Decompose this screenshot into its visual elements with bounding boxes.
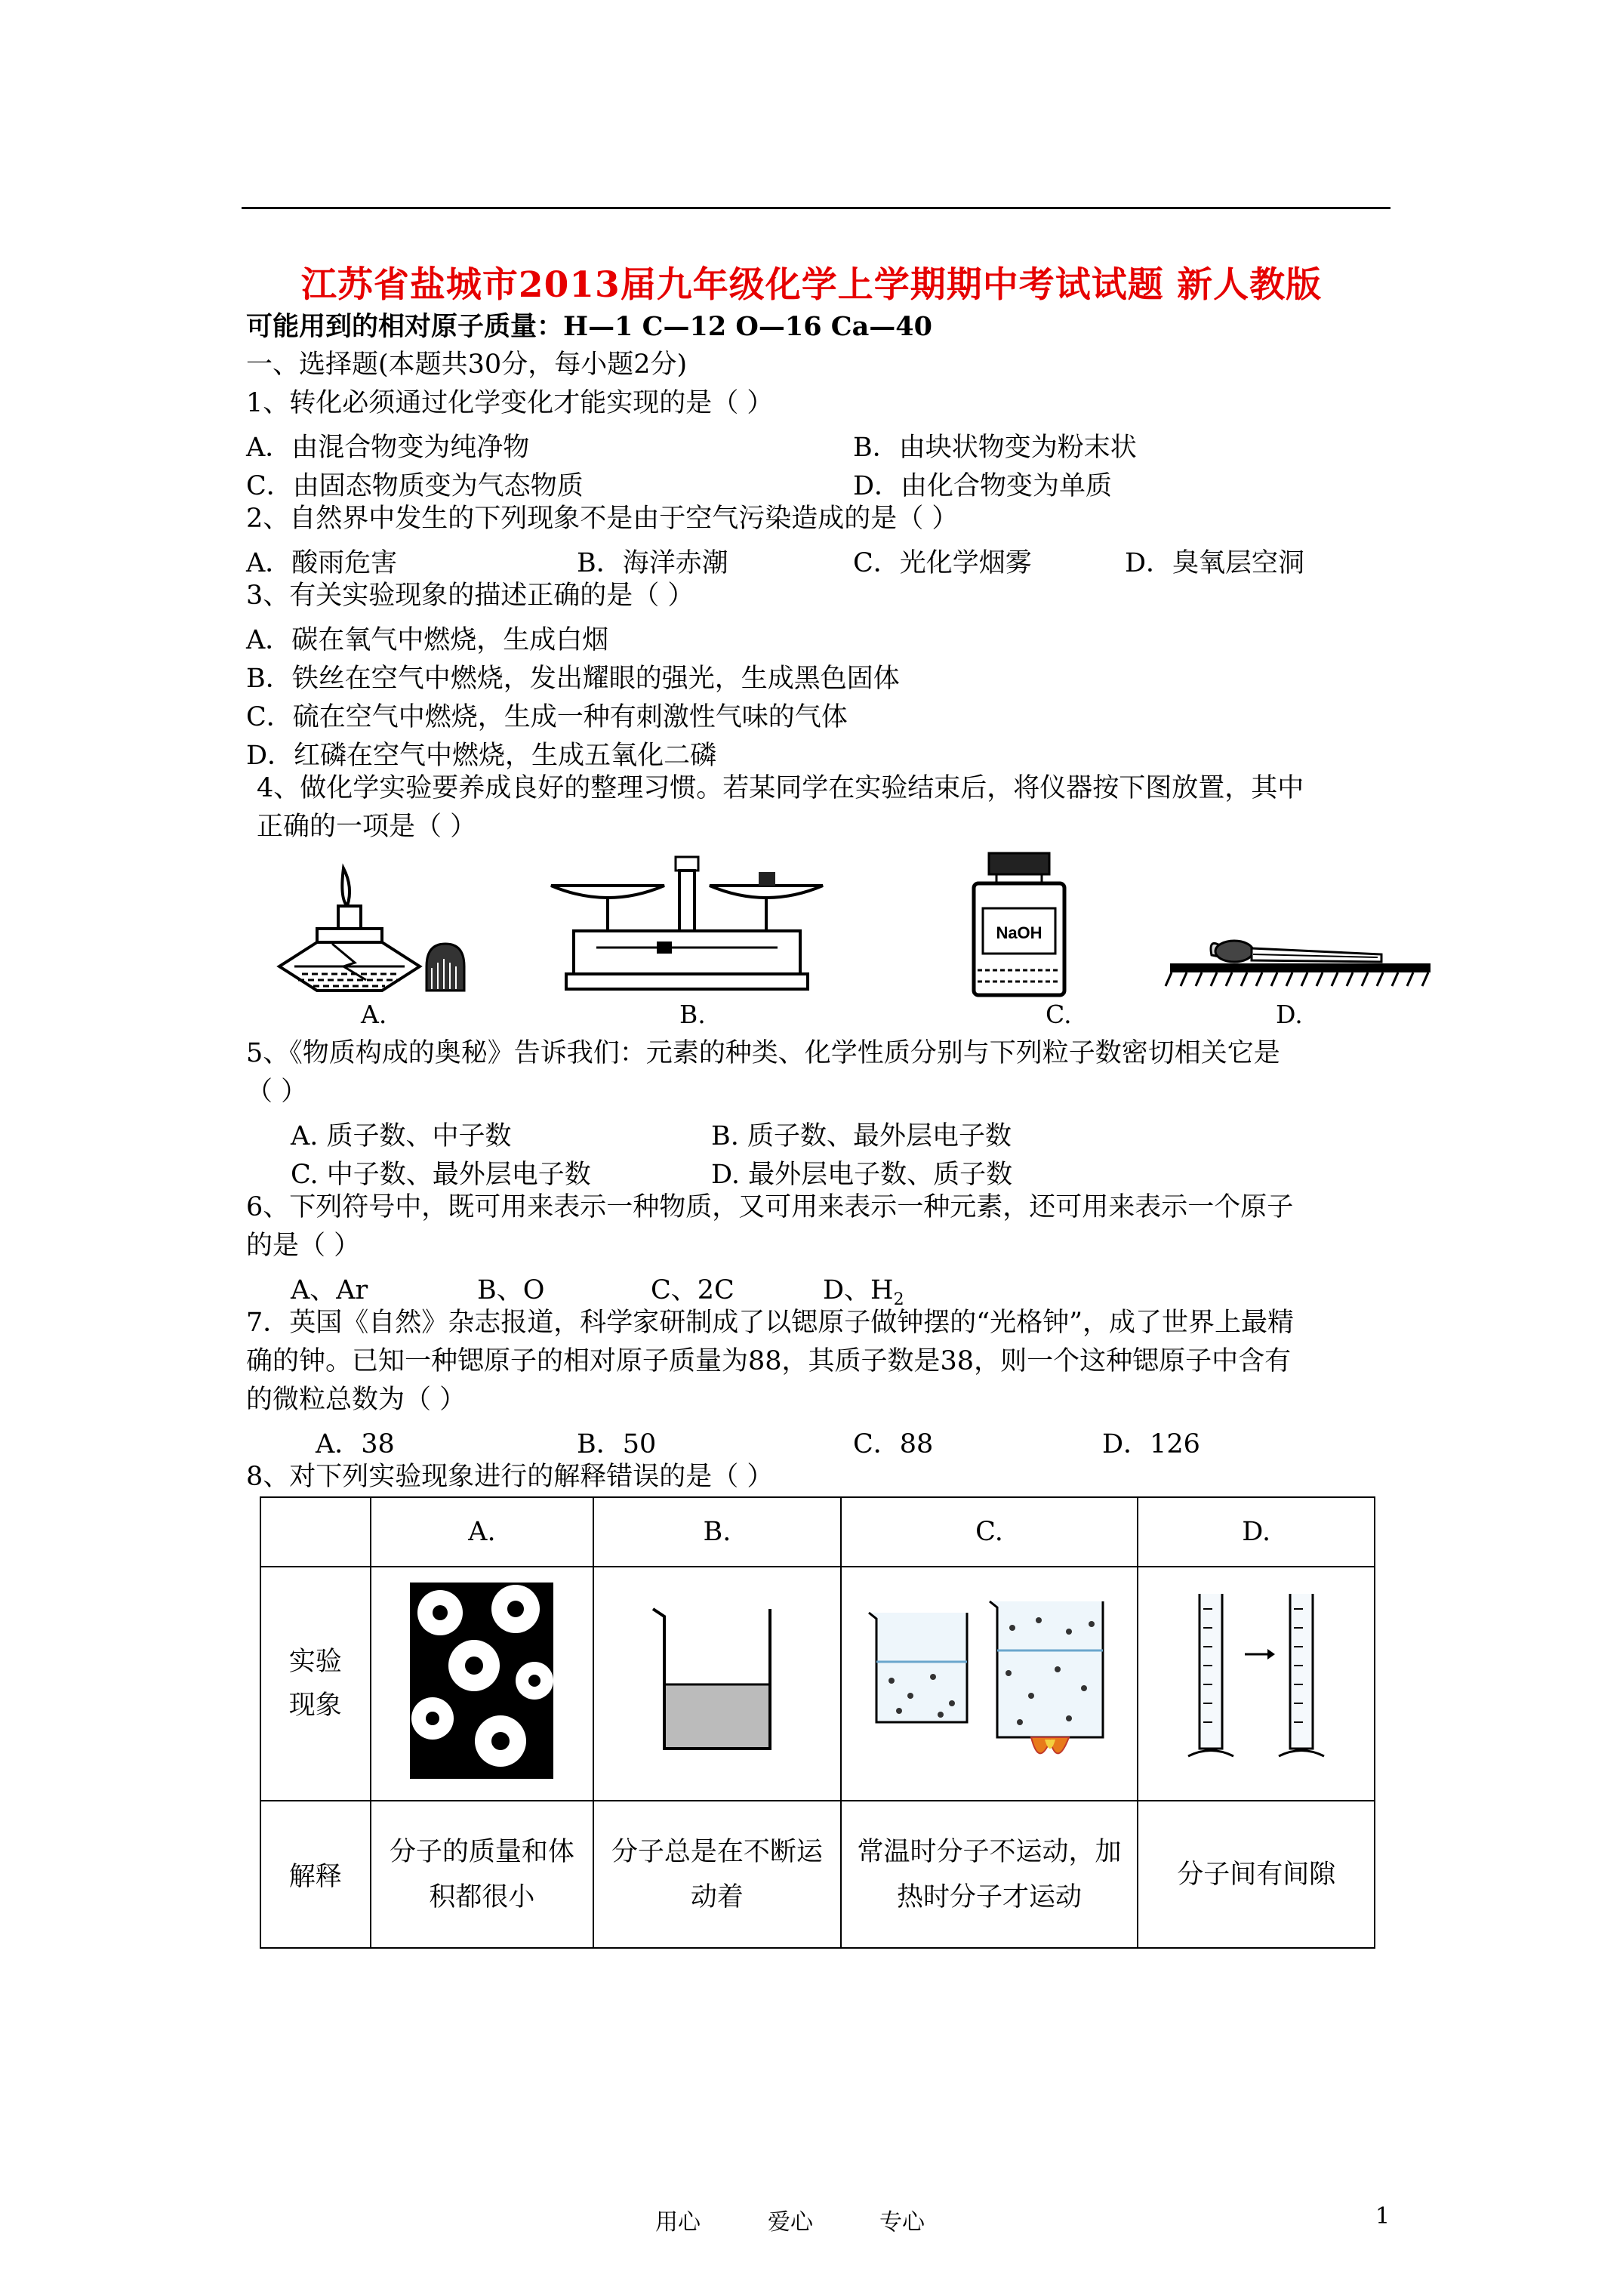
q4-label-c: C. xyxy=(1046,1000,1072,1029)
q5-option-d: D. 最外层电子数、质子数 xyxy=(711,1160,1013,1190)
atomic-mass-line: 可能用到的相对原子质量：H—1 C—12 O—16 Ca—40 xyxy=(246,311,932,342)
q1-stem: 1、转化必须通过化学变化才能实现的是（ ） xyxy=(246,388,774,418)
q8-image-a-cell xyxy=(371,1567,594,1801)
q8-image-b-cell xyxy=(593,1567,840,1801)
q3-stem: 3、有关实验现象的描述正确的是（ ） xyxy=(246,581,694,611)
q8-header-empty xyxy=(260,1497,371,1567)
q8-phenomenon-label-2: 现象 xyxy=(288,1690,342,1721)
q5-stem-line1: 5、《物质构成的奥秘》告诉我们：元素的种类、化学性质分别与下列粒子数密切相关它是 xyxy=(246,1038,1280,1068)
beaker-image xyxy=(649,1605,785,1756)
q7-stem-line2: 确的钟。已知一种锶原子的相对原子质量为88，其质子数是38，则一个这种锶原子中含有 xyxy=(246,1346,1292,1376)
q2-option-b: B．海洋赤潮 xyxy=(577,548,728,578)
q7-option-d: D．126 xyxy=(1102,1429,1200,1459)
q6-option-b: B、O xyxy=(477,1275,545,1305)
page-title: 江苏省盐城市2013届九年级化学上学期期中考试试题 新人教版 xyxy=(300,264,1323,306)
q4-stem-line1: 4、做化学实验要养成良好的整理习惯。若某同学在实验结束后，将仪器按下图放置，其中 xyxy=(257,773,1304,803)
q4-stem-line2: 正确的一项是（ ） xyxy=(257,812,477,842)
alcohol-lamp-figure xyxy=(272,853,468,997)
q3-option-d: D．红磷在空气中燃烧，生成五氧化二磷 xyxy=(246,741,717,771)
q8-header-c: C. xyxy=(841,1497,1138,1567)
q8-explanation-b: 分子总是在不断运动着 xyxy=(593,1801,840,1948)
heated-beakers-image xyxy=(865,1590,1114,1771)
q8-header-d: D. xyxy=(1138,1497,1375,1567)
q1-option-b: B．由块状物变为粉末状 xyxy=(853,433,1137,463)
naoh-label: NaOH xyxy=(996,923,1042,942)
q6-option-c: C、2C xyxy=(651,1275,735,1305)
q5-option-b: B. 质子数、最外层电子数 xyxy=(711,1121,1012,1151)
q5-option-c: C. 中子数、最外层电子数 xyxy=(291,1160,591,1190)
q8-stem: 8、对下列实验现象进行的解释错误的是（ ） xyxy=(246,1462,774,1492)
q6-option-d-main: D、H xyxy=(823,1275,894,1305)
q3-option-a: A．碳在氧气中燃烧，生成白烟 xyxy=(246,625,609,655)
q7-stem-line1: 7．英国《自然》杂志报道，科学家研制成了以锶原子做钟摆的“光格钟”，成了世界上最精 xyxy=(246,1308,1295,1338)
q2-option-c: C．光化学烟雾 xyxy=(853,548,1032,578)
q8-header-b: B. xyxy=(593,1497,840,1567)
q8-phenomenon-row xyxy=(260,1567,1375,1801)
q6-option-d-subscript: 2 xyxy=(893,1290,904,1309)
q8-explanation-row xyxy=(260,1801,1375,1948)
q5-stem-line2: （ ） xyxy=(246,1077,308,1107)
q8-explanation-a: 分子的质量和体积都很小 xyxy=(371,1801,594,1948)
q1-option-d: D．由化合物变为单质 xyxy=(853,471,1113,501)
naoh-bottle-figure xyxy=(966,849,1072,1000)
dropper-on-table-figure xyxy=(1163,921,1434,989)
q2-option-a: A．酸雨危害 xyxy=(246,548,398,578)
q3-option-c: C．硫在空气中燃烧，生成一种有刺激性气味的气体 xyxy=(246,702,848,732)
q2-option-d: D．臭氧层空洞 xyxy=(1125,548,1305,578)
footer-motto-3: 专心 xyxy=(879,2209,925,2236)
header-rule xyxy=(242,207,1390,209)
q7-option-c: C．88 xyxy=(853,1429,934,1459)
q8-phenomenon-label xyxy=(260,1567,371,1801)
q7-stem-line3: 的微粒总数为（ ） xyxy=(246,1385,467,1415)
balance-figure xyxy=(544,849,830,997)
q1-option-a: A．由混合物变为纯净物 xyxy=(246,433,530,463)
graduated-cylinders-image xyxy=(1181,1586,1332,1775)
q8-header-a: A. xyxy=(371,1497,594,1567)
q8-explanation-label: 解释 xyxy=(260,1801,371,1948)
q6-stem-line2: 的是（ ） xyxy=(246,1231,361,1261)
q8-header-row xyxy=(260,1497,1375,1567)
q4-label-d: D. xyxy=(1276,1000,1303,1029)
q5-option-a: A. 质子数、中子数 xyxy=(291,1121,512,1151)
page-number: 1 xyxy=(1375,2203,1390,2230)
q8-image-c-cell xyxy=(841,1567,1138,1801)
footer-motto-2: 爱心 xyxy=(768,2209,813,2236)
molecule-microscope-image xyxy=(410,1583,553,1779)
q8-image-d-cell xyxy=(1138,1567,1375,1801)
q6-option-a: A、Ar xyxy=(291,1275,368,1305)
footer-motto-1: 用心 xyxy=(655,2209,701,2236)
q6-stem-line1: 6、下列符号中，既可用来表示一种物质，又可用来表示一种元素，还可用来表示一个原子 xyxy=(246,1192,1294,1222)
q4-label-a: A. xyxy=(361,1000,387,1029)
q3-option-b: B．铁丝在空气中燃烧，发出耀眼的强光，生成黑色固体 xyxy=(246,664,900,694)
q7-option-b: B．50 xyxy=(577,1429,657,1459)
q2-stem: 2、自然界中发生的下列现象不是由于空气污染造成的是（ ） xyxy=(246,504,959,534)
q7-option-a: A．38 xyxy=(316,1429,395,1459)
q8-table xyxy=(260,1496,1375,1949)
q8-explanation-d: 分子间有间隙 xyxy=(1138,1801,1375,1948)
q4-label-b: B. xyxy=(679,1000,706,1029)
q6-option-d xyxy=(823,1269,904,1309)
q1-option-c: C．由固态物质变为气态物质 xyxy=(246,471,584,501)
section-heading: 一、选择题(本题共30分，每小题2分) xyxy=(246,350,688,380)
q8-explanation-c: 常温时分子不运动，加热时分子才运动 xyxy=(841,1801,1138,1948)
q8-phenomenon-label-1: 实验 xyxy=(288,1647,342,1677)
